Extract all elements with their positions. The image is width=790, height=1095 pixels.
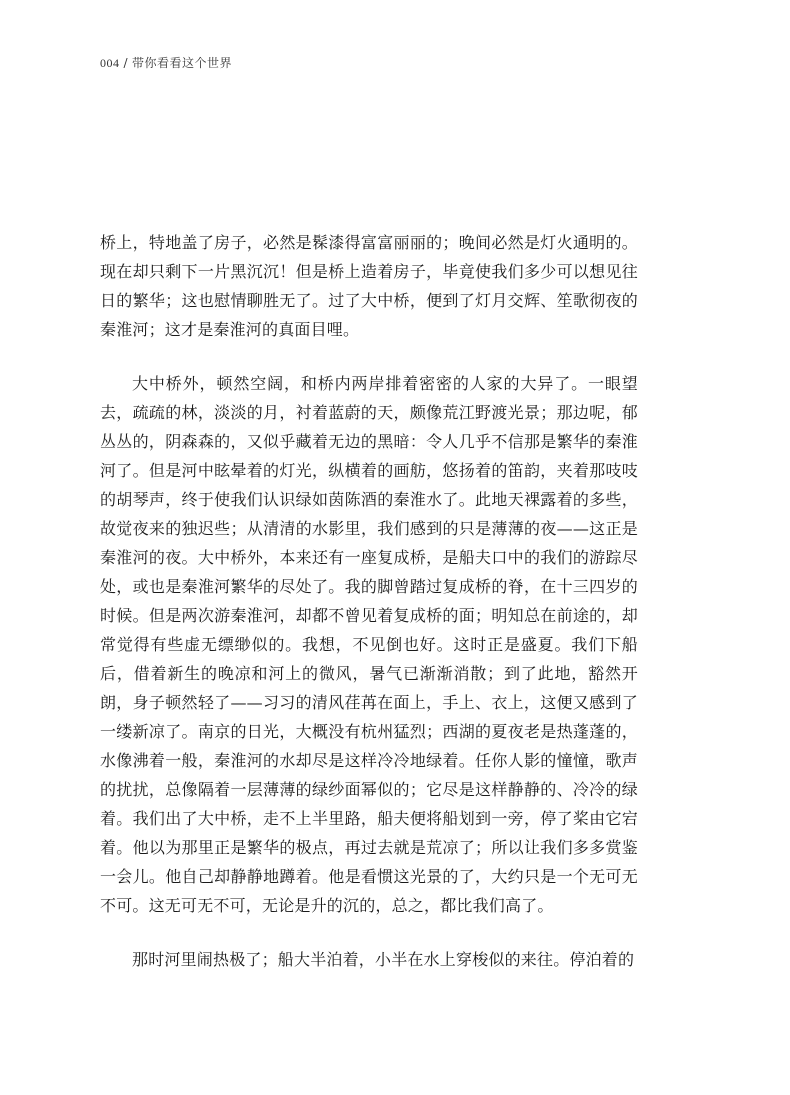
paragraph: 大中桥外，顿然空阔，和桥内两岸排着密密的人家的大异了。一眼望去，疏疏的林，淡淡的月，衬着蓝蔚的天，颇像荒江野渡光景；那边呢，郁丛丛的，阴森森的，又似乎藏着无边的黑暗：令人几乎不信那是繁华的秦淮河了。但是河中眩晕着的灯光，纵横着的画舫，悠扬着的笛韵，夹着那吱吱的胡琴声，终于使我们认识绿如茵陈酒的秦淮水了。此地天裸露着的多些，故觉夜来的独迟些；从清清的水影里，我们感到的只是薄薄的夜——这正是秦淮河的夜。大中桥外，本来还有一座复成桥，是船夫口中的我们的游踪尽处，或也是秦淮河繁华的尽处了。我的脚曾踏过复成桥的脊，在十三四岁的时候。但是两次游秦淮河，却都不曾见着复成桥的面；明知总在前途的，却常觉得有些虚无缥缈似的。我想，不见倒也好。这时正是盛夏。我们下船后，借着新生的晚凉和河上的微风，暑气已渐渐消散；到了此地，豁然开朗，身子顿然轻了——习习的清风荏苒在面上，手上、衣上，这便又感到了一缕新凉了。南京的日光，大概没有杭州猛烈；西湖的夏夜老是热蓬蓬的，水像沸着一般，秦淮河的水却尽是这样冷冷地绿着。任你人影的憧憧，歌声的扰扰，总像隔着一层薄薄的绿纱面幂似的；它尽是这样静静的、冷冷的绿着。我们出了大中桥，走不上半里路，船夫便将船划到一旁，停了桨由它宕着。他以为那里正是繁华的极点，再过去就是荒凉了；所以让我们多多赏鉴一会儿。他自己却静静地蹲着。他是看惯这光景的了，大约只是一个无可无不可。这无可无不可，无论是升的沉的，总之，都比我们高了。 <box>100 374 638 915</box>
page-number: 004 <box>100 56 120 70</box>
paragraph-continued: 桥上，特地盖了房子，必然是髹漆得富富丽丽的；晚间必然是灯火通明的。现在却只剩下一片黑沉沉！但是桥上造着房子，毕竟使我们多少可以想见往日的繁华；这也慰情聊胜无了。过了大中桥，便到了灯月交辉、笙歌彻夜的秦淮河；这才是秦淮河的真面目哩。 <box>100 233 638 339</box>
paragraph: 那时河里闹热极了；船大半泊着，小半在水上穿梭似的来往。停泊着的 <box>132 950 635 969</box>
book-title: 带你看看这个世界 <box>132 56 233 70</box>
running-header <box>100 55 232 71</box>
body-text <box>100 228 638 999</box>
header-separator: / <box>123 56 129 70</box>
